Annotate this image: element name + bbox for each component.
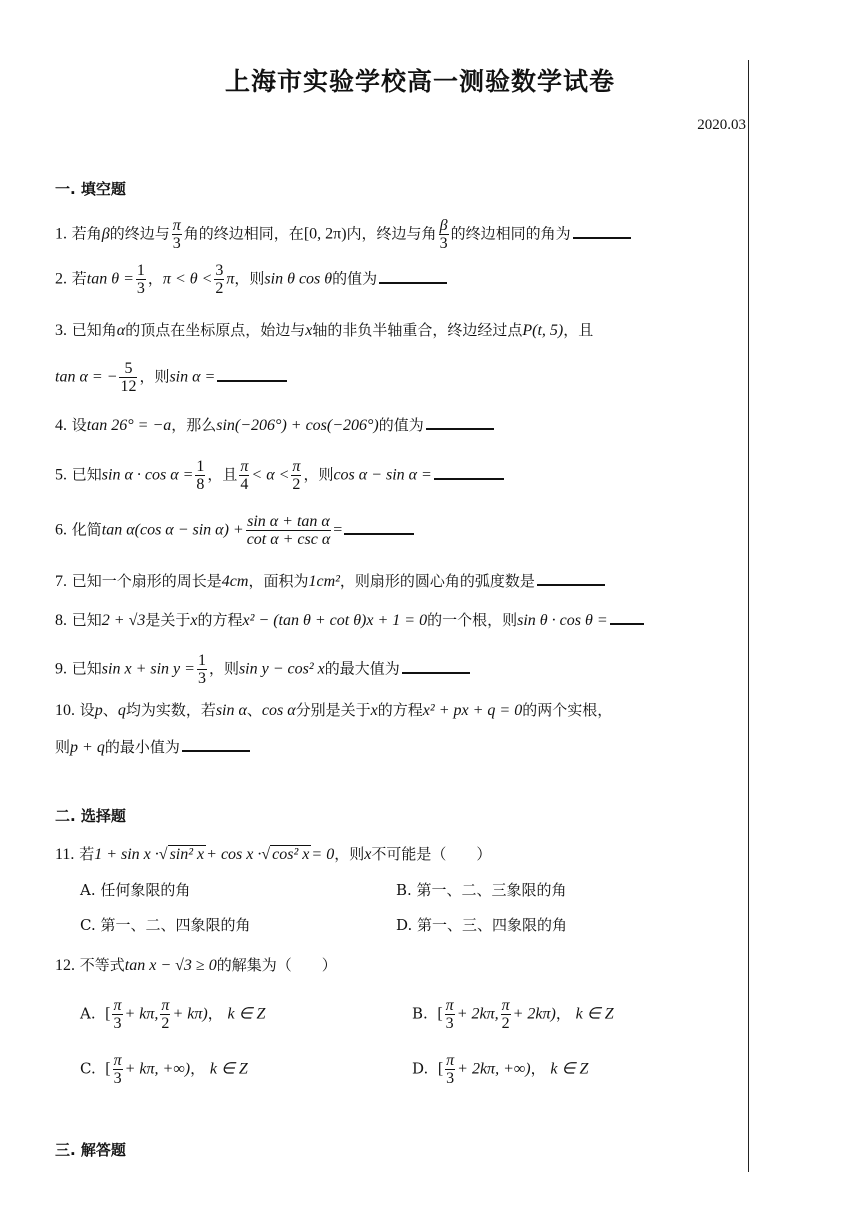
option-11-B[interactable]: B. 第一、二、三象限的角 xyxy=(396,881,567,899)
fraction: $\frac{\pi}{4}$ xyxy=(240,458,249,493)
answer-blank[interactable] xyxy=(434,464,504,480)
fraction: $\frac{5}{12}$ xyxy=(120,360,137,395)
fraction: $\frac{\text{sin α + tan α}}{\text{cot α + csc α}}$ xyxy=(246,513,331,548)
section-fill-in: 一. 填空题 xyxy=(55,180,126,198)
question-12: 12. 不等式tan x − √3 ≥ 0的解集为（ ） xyxy=(55,956,337,974)
answer-blank[interactable] xyxy=(610,609,644,625)
answer-blank[interactable] xyxy=(426,414,494,430)
option-11-A[interactable]: A. 任何象限的角 xyxy=(80,881,191,899)
question-5: 5. 已知sin α · cos α = $\frac{1}{8}$ ，且 $\frac{\pi}{4}$ < α < $\frac{\pi}{2}$ ，则cos α − sin α = xyxy=(55,458,504,493)
fraction: $\frac{\beta}{3}$ xyxy=(439,217,448,252)
option-12-A[interactable]: A. [ $\frac{\pi}{3}$ + kπ, $\frac{\pi}{2}$ + kπ)， k ∈ Z xyxy=(80,997,266,1032)
question-10-line2: 则p + q的最小值为 xyxy=(55,736,250,759)
page-margin-line xyxy=(748,60,749,1172)
answer-blank[interactable] xyxy=(537,570,605,586)
answer-blank[interactable] xyxy=(402,658,470,674)
section-multiple-choice: 二. 选择题 xyxy=(55,807,126,825)
fraction: $\frac{\pi}{3}$ xyxy=(445,997,454,1032)
exam-date: 2020.03 xyxy=(697,117,746,133)
page-title: 上海市实验学校高一测验数学试卷 xyxy=(224,67,615,96)
option-12-D[interactable]: D. [ $\frac{\pi}{3}$ + 2kπ, +∞)， k ∈ Z xyxy=(412,1052,589,1087)
question-10: 10. 设p、q均为实数，若sin α、cos α分别是关于x的方程x² + px + q = 0的两个实根， xyxy=(55,701,613,719)
fraction: $\frac{\pi}{3}$ xyxy=(113,1052,122,1087)
answer-blank[interactable] xyxy=(573,223,631,239)
fraction: $\frac{1}{3}$ xyxy=(136,262,145,297)
option-12-C[interactable]: C. [ $\frac{\pi}{3}$ + kπ, +∞)， k ∈ Z xyxy=(80,1052,248,1087)
option-11-C[interactable]: C. 第一、二、四象限的角 xyxy=(80,916,251,934)
fraction: $\frac{1}{8}$ xyxy=(196,458,205,493)
option-11-D[interactable]: D. 第一、三、四象限的角 xyxy=(396,916,568,934)
question-3-line2: tan α = − $\frac{5}{12}$ ，则sin α = xyxy=(55,360,287,395)
question-7: 7. 已知一个扇形的周长是4cm，面积为1cm²，则扇形的圆心角的弧度数是 xyxy=(55,570,605,593)
fraction: $\frac{\pi}{2}$ xyxy=(501,997,510,1032)
question-4: 4. 设tan 26° = −a，那么sin(−206°) + cos(−206°)的值为 xyxy=(55,414,494,437)
section-solutions: 三. 解答题 xyxy=(55,1141,126,1159)
fraction: $\frac{\pi}{2}$ xyxy=(292,458,301,493)
fraction: $\frac{\pi}{3}$ xyxy=(113,997,122,1032)
question-2: 2. 若tan θ = $\frac{1}{3}$ ，π < θ < $\frac{3}{2}$ π，则sin θ cos θ的值为 xyxy=(55,262,447,297)
answer-blank[interactable] xyxy=(344,519,414,535)
question-3: 3. 已知角α的顶点在坐标原点，始边与x轴的非负半轴重合，终边经过点P(t, 5)，且 xyxy=(55,321,594,339)
fraction: $\frac{\pi}{3}$ xyxy=(446,1052,455,1087)
fraction: $\frac{3}{2}$ xyxy=(215,262,224,297)
answer-blank[interactable] xyxy=(217,366,287,382)
answer-blank[interactable] xyxy=(182,736,250,752)
question-9: 9. 已知sin x + sin y = $\frac{1}{3}$ ，则sin y − cos² x的最大值为 xyxy=(55,652,470,687)
question-8: 8. 已知2 + √3是关于x的方程x² − (tan θ + cot θ)x + 1 = 0的一个根，则sin θ · cos θ = xyxy=(55,609,644,632)
question-11: 11. 若1 + sin x ·√ sin² x + cos x ·√ cos² x = 0，则x不可能是（ ） xyxy=(55,845,492,863)
fraction: $\frac{\pi}{2}$ xyxy=(161,997,170,1032)
fraction: $\frac{\pi}{3}$ xyxy=(172,217,181,252)
question-6: 6. 化简tan α(cos α − sin α) + $\frac{\text{sin α + tan α}}{\text{cot α + csc α}}$ = xyxy=(55,513,414,548)
fraction: $\frac{1}{3}$ xyxy=(197,652,206,687)
answer-blank[interactable] xyxy=(379,268,447,284)
option-12-B[interactable]: B. [ $\frac{\pi}{3}$ + 2kπ, $\frac{\pi}{2}$ + 2kπ)， k ∈ Z xyxy=(412,997,614,1032)
question-1: 1. 若角β的终边与 $\frac{\pi}{3}$ 角的终边相同，在[0, 2π)内，终边与角 $\frac{\beta}{3}$ 的终边相同的角为 xyxy=(55,217,631,252)
